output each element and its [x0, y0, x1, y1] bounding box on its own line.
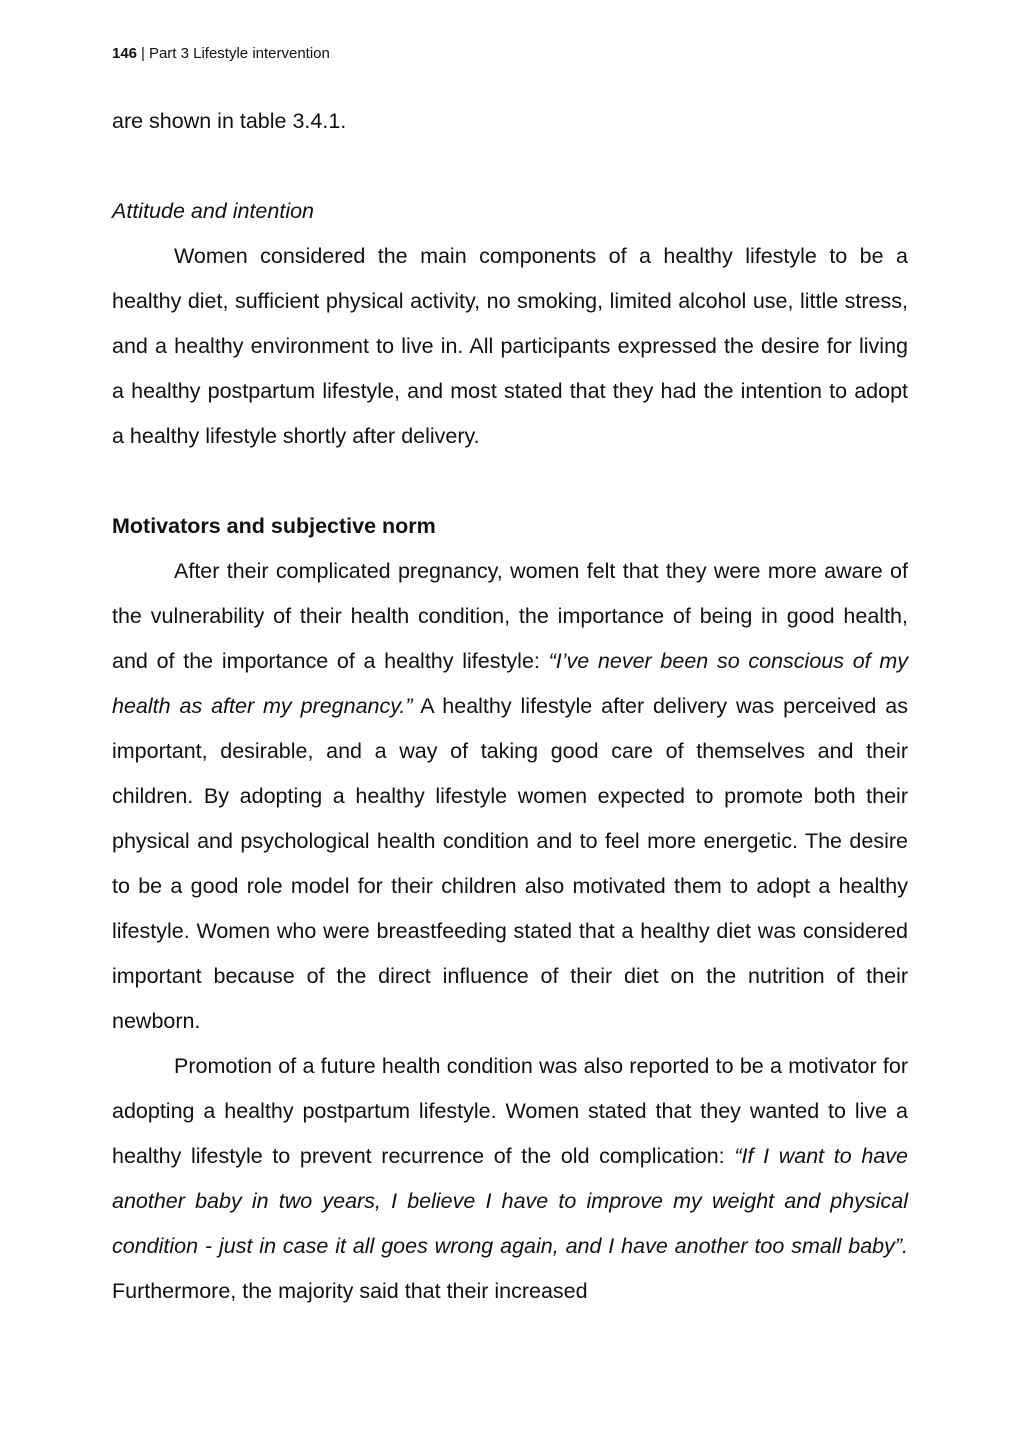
- paragraph-text: A healthy lifestyle after delivery was perceived as important, desirable, and a way of taking good care of themselves and their children. By adopting a healthy lifestyle women expected to promote both their physical and psychological health condition and to feel more energetic. The desire to be a good role model for their children also motivated them to adopt a healthy lifestyle. Women who were breastfeeding stated that a healthy diet was considered important because of the direct influence of their diet on the nutrition of their newborn.: [112, 694, 908, 1033]
- body-text: [112, 99, 908, 1314]
- quote-text: “I’ve never been so conscious of my health as after my pregnancy.”: [112, 649, 908, 718]
- heading-motivators: Motivators and subjective norm: [112, 514, 436, 538]
- page-number: 146: [112, 45, 138, 62]
- paragraph-text: After their complicated pregnancy, women felt that they were more aware of the vulnerability of their health condition, the importance of being in good health, and of the importance of a healthy lifestyle:: [112, 559, 908, 673]
- paragraph-future-health: [112, 1044, 908, 1314]
- header-section-title: Part 3 Lifestyle intervention: [148, 45, 330, 62]
- header-separator: |: [141, 45, 145, 62]
- running-header: [112, 44, 330, 64]
- subheading-attitude: Attitude and intention: [112, 199, 315, 223]
- quote-text: “If I want to have another baby in two years, I believe I have to improve my weight and physical condition - just in case it all goes wrong again, and I have another too small baby”.: [112, 1144, 908, 1258]
- paragraph-motivators: [112, 549, 908, 1044]
- paragraph-text: Furthermore, the majority said that their increased: [112, 1279, 588, 1303]
- paragraph-attitude: Women considered the main components of a healthy lifestyle to be a healthy diet, sufficient physical activity, no smoking, limited alcohol use, little stress, and a healthy environment to live in. All participants expressed the desire for living a healthy postpartum lifestyle, and most stated that they had the intention to adopt a healthy lifestyle shortly after delivery.: [112, 244, 908, 448]
- continuation-line: are shown in table 3.4.1.: [112, 109, 347, 133]
- paragraph-text: Promotion of a future health condition was also reported to be a motivator for adopting a healthy postpartum lifestyle. Women stated that they wanted to live a healthy lifestyle to prevent recurrence of the old complication:: [112, 1054, 908, 1168]
